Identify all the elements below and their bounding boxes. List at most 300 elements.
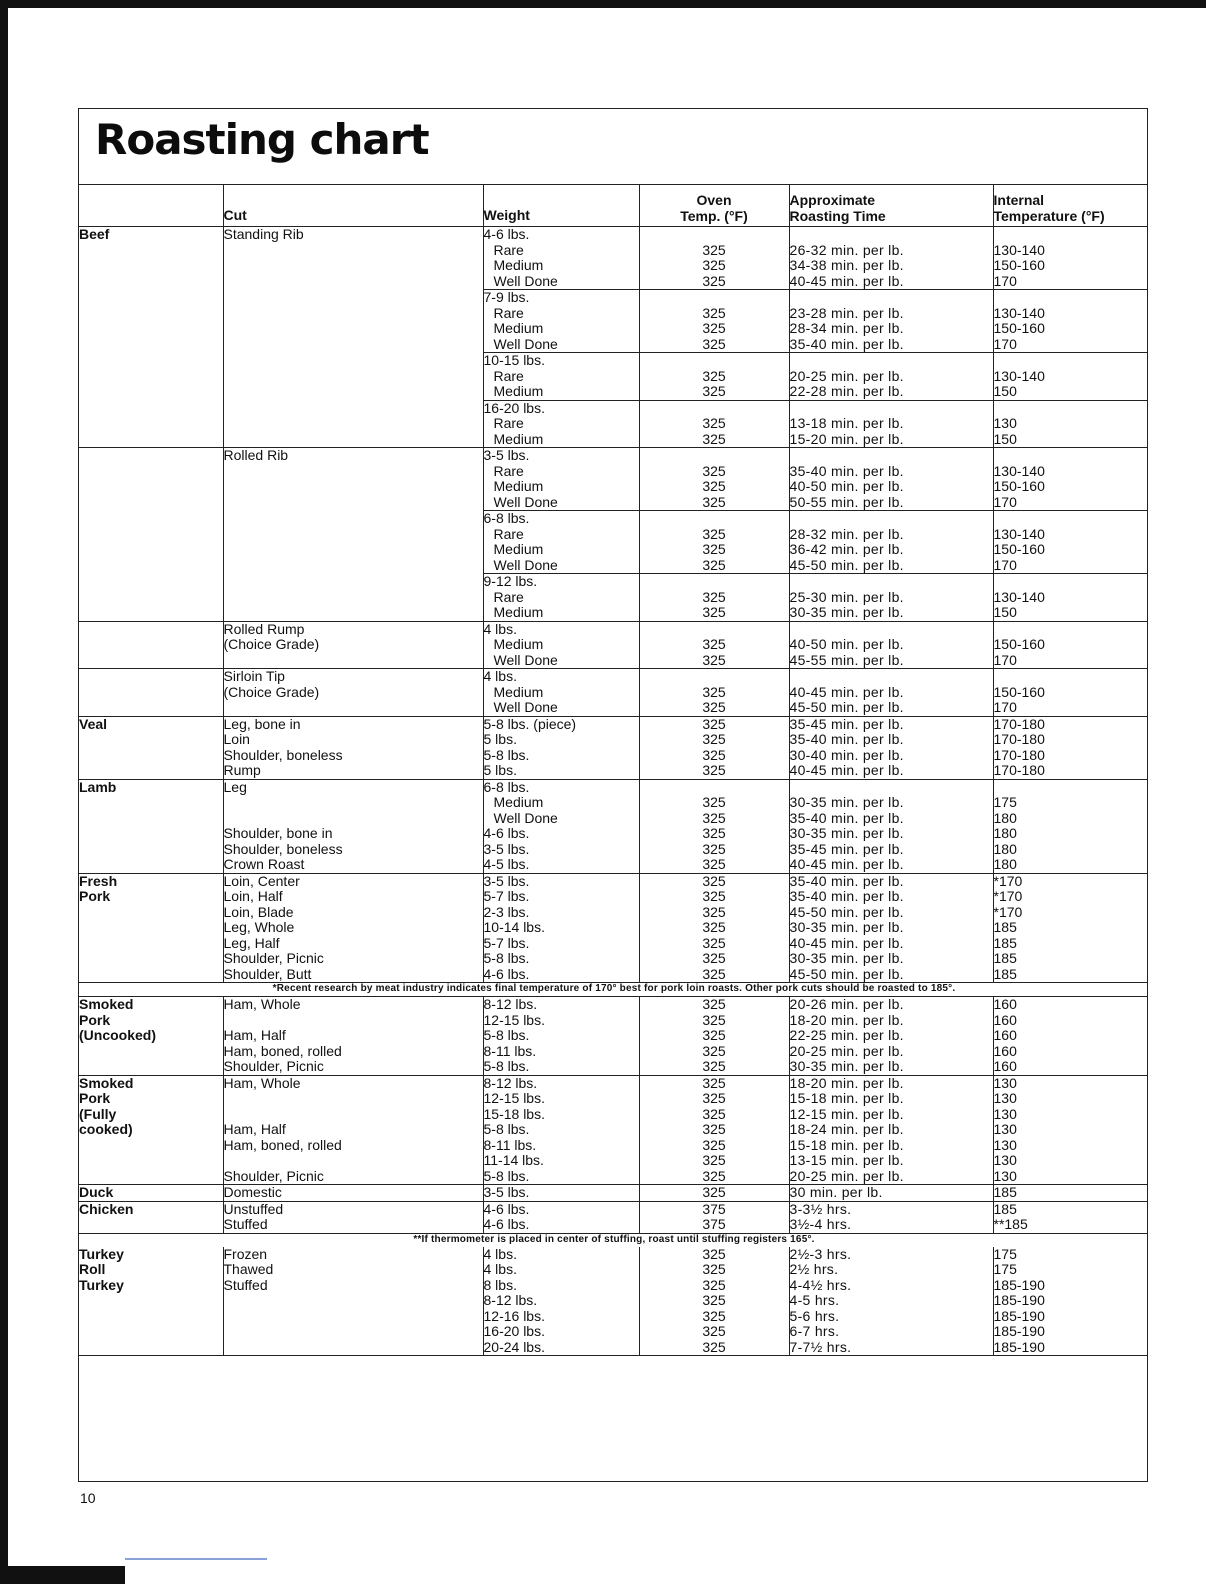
internal-temp-cell-line: 175 (993, 794, 1017, 810)
cut-cell (223, 873, 483, 983)
roasting-time-cell-line: 20-26 min. per lb. (789, 996, 904, 1012)
weight-cell (483, 1185, 639, 1202)
internal-temp-cell-line: 185 (993, 965, 1017, 982)
roasting-time-cell-line: 30-35 min. per lb. (789, 1058, 904, 1074)
oven-temp-cell-line: 325 (702, 367, 726, 384)
weight-cell-line: 8-11 lbs. (483, 1042, 537, 1059)
weight-cell-line: 4-6 lbs. (483, 1201, 530, 1217)
roasting-time-cell-line: 20-25 min. per lb. (789, 1167, 904, 1184)
roasting-time-cell-line: 20-25 min. per lb. (789, 367, 904, 384)
internal-temp-cell-line: 180 (993, 809, 1017, 826)
weight-cell-line: Rare (493, 462, 524, 479)
weight-cell-line: 5 lbs. (483, 731, 517, 747)
weight-cell-line: 16-20 lbs. (483, 400, 545, 416)
internal-temp-cell (993, 1247, 1148, 1356)
internal-temp-cell-line: 130-140 (993, 462, 1045, 479)
internal-temp-cell-line: 160 (993, 996, 1017, 1012)
roasting-time-cell-line: 26-32 min. per lb. (789, 241, 904, 258)
meat-cell (79, 511, 223, 574)
oven-temp-cell-line: 325 (702, 1011, 726, 1028)
internal-temp-cell-line: 150-160 (993, 257, 1045, 273)
oven-temp-cell-line: 325 (702, 1027, 726, 1043)
weight-cell-line: 8-12 lbs. (483, 996, 538, 1012)
weight-cell-line: 8 lbs. (483, 1276, 517, 1293)
roasting-time-cell-line: 35-45 min. per lb. (789, 716, 904, 732)
oven-temp-cell-line: 325 (702, 651, 726, 668)
oven-temp-cell-line: 325 (702, 809, 726, 826)
cut-cell-line: Loin, Half (223, 888, 283, 904)
internal-temp-cell-line: 175 (993, 1261, 1017, 1277)
table-row (79, 511, 1148, 574)
oven-temp-cell-line: 325 (702, 716, 726, 732)
cut-cell-line: Sirloin Tip (223, 668, 285, 684)
internal-temp-cell-line: 150-160 (993, 478, 1045, 494)
oven-temp-cell (639, 1247, 789, 1356)
oven-temp-cell-line: 325 (702, 1090, 726, 1106)
oven-temp-cell-line: 325 (702, 683, 726, 700)
roasting-time-cell-line (790, 511, 993, 527)
header-oven-line: Oven (696, 192, 732, 208)
roasting-time-cell-line: 40-45 min. per lb. (789, 934, 904, 951)
internal-temp-cell-line: 170 (993, 272, 1017, 289)
weight-cell-line: 2-3 lbs. (483, 903, 530, 920)
roasting-time-cell-line: 36-42 min. per lb. (789, 541, 904, 557)
weight-cell-line: 5 lbs. (483, 762, 517, 778)
weight-cell-line: 5-8 lbs. (483, 1027, 530, 1043)
header-oven-line: Temp. (°F) (680, 207, 748, 224)
roasting-time-cell-line (790, 227, 993, 243)
roasting-time-cell-line: 18-20 min. per lb. (789, 1011, 904, 1028)
internal-temp-cell-line: 185-190 (993, 1276, 1045, 1293)
cut-cell (223, 448, 483, 511)
internal-temp-cell-line: 160 (993, 1011, 1017, 1028)
oven-temp-cell (639, 574, 789, 622)
meat-cell (79, 873, 223, 983)
internal-temp-cell (993, 1201, 1148, 1233)
internal-temp-cell-line: 160 (993, 1042, 1017, 1059)
cut-cell-line (224, 811, 483, 827)
weight-cell-line: 4 lbs. (483, 1246, 517, 1262)
weight-cell-line: Medium (493, 794, 544, 810)
internal-temp-cell-line: 130 (993, 1136, 1017, 1153)
page-title: Roasting chart (95, 115, 429, 164)
oven-temp-cell-line: 325 (702, 272, 726, 289)
internal-temp-cell-line: 185-190 (993, 1323, 1045, 1339)
oven-temp-cell-line: 325 (702, 241, 726, 258)
oven-temp-cell-line: 325 (702, 1152, 726, 1168)
weight-cell-line: Medium (493, 383, 544, 399)
roasting-chart-frame (78, 108, 1148, 1482)
internal-temp-cell-line: 130 (993, 1105, 1017, 1122)
internal-temp-cell (993, 353, 1148, 401)
roasting-time-cell-line (790, 669, 993, 685)
roasting-time-cell-line: 5-6 hrs. (789, 1307, 840, 1324)
oven-temp-cell (639, 621, 789, 669)
weight-cell-line: 4-6 lbs. (483, 1216, 530, 1232)
weight-cell (483, 353, 639, 401)
internal-temp-cell-line: 130-140 (993, 367, 1045, 384)
oven-temp-cell-line (640, 574, 789, 590)
weight-cell (483, 669, 639, 717)
roasting-time-cell-line: 35-40 min. per lb. (789, 335, 904, 352)
oven-temp-cell (639, 448, 789, 511)
meat-cell-line: Pork (79, 888, 111, 904)
oven-temp-cell-line: 325 (702, 1292, 726, 1308)
internal-temp-cell-line: *170 (993, 888, 1023, 904)
cut-cell-line: Loin (223, 731, 250, 747)
internal-temp-cell-line (994, 448, 1149, 464)
oven-temp-cell-line: 325 (702, 1121, 726, 1137)
meat-cell-line: Beef (79, 226, 110, 242)
internal-temp-cell-line: 130 (993, 1152, 1017, 1168)
oven-temp-cell-line: 325 (702, 604, 726, 620)
roasting-time-cell (789, 353, 993, 401)
header-cut: Cut (223, 185, 483, 227)
internal-temp-cell-line: 185-190 (993, 1307, 1045, 1324)
oven-temp-cell-line: 325 (702, 794, 726, 810)
weight-cell-line: 4-6 lbs. (483, 226, 530, 242)
roasting-time-cell (789, 1247, 993, 1356)
weight-cell-line: 5-7 lbs. (483, 934, 530, 951)
cut-cell-line: Loin, Blade (223, 903, 294, 920)
weight-cell-line: 8-12 lbs. (483, 1075, 538, 1091)
header-internal-temp (993, 185, 1148, 227)
header-time-line: Roasting Time (789, 207, 886, 224)
internal-temp-cell (993, 621, 1148, 669)
roasting-time-cell-line: 40-50 min. per lb. (789, 636, 904, 652)
weight-cell-line: 4 lbs. (483, 668, 517, 684)
cut-cell (223, 621, 483, 669)
internal-temp-cell-line: 185 (993, 934, 1017, 951)
oven-temp-cell-line: 325 (702, 1338, 726, 1355)
weight-cell-line: 8-11 lbs. (483, 1136, 537, 1153)
cut-cell-line: Shoulder, Picnic (223, 950, 324, 966)
cut-cell-line: (Choice Grade) (223, 636, 320, 652)
roasting-time-cell-line: 35-40 min. per lb. (789, 888, 904, 904)
roasting-time-cell-line: 40-45 min. per lb. (789, 683, 904, 700)
meat-cell (79, 1201, 223, 1233)
roasting-time-cell (789, 1201, 993, 1233)
cut-cell-line (224, 1013, 483, 1029)
cut-cell (223, 669, 483, 717)
internal-temp-cell-line: 185 (993, 1184, 1017, 1200)
meat-cell (79, 997, 223, 1076)
weight-cell-line: Medium (493, 636, 544, 652)
table-row (79, 1247, 1148, 1356)
oven-temp-cell-line: 325 (702, 856, 726, 872)
cut-cell (223, 779, 483, 873)
oven-temp-cell-line: 325 (702, 478, 726, 494)
oven-temp-cell-line: 325 (702, 1246, 726, 1262)
roasting-time-cell-line: 50-55 min. per lb. (789, 493, 904, 510)
internal-temp-cell-line: 185 (993, 919, 1017, 935)
roasting-time-cell (789, 511, 993, 574)
roasting-time-cell-line: 34-38 min. per lb. (789, 257, 904, 273)
meat-cell (79, 1247, 223, 1356)
roasting-time-cell-line: 45-55 min. per lb. (789, 651, 904, 668)
internal-temp-cell-line: *170 (993, 903, 1023, 920)
roasting-time-cell-line (790, 290, 993, 306)
weight-cell-line: 5-8 lbs. (483, 1167, 530, 1184)
weight-cell-line: Well Done (493, 272, 558, 289)
internal-temp-cell-line: 170 (993, 651, 1017, 668)
weight-cell (483, 227, 639, 290)
roasting-time-cell-line: 2½-3 hrs. (789, 1246, 852, 1262)
roasting-time-cell-line (790, 780, 993, 796)
internal-temp-cell-line: 150-160 (993, 683, 1045, 700)
roasting-time-cell-line: 35-40 min. per lb. (789, 809, 904, 826)
oven-temp-cell (639, 1201, 789, 1233)
oven-temp-cell (639, 873, 789, 983)
oven-temp-cell-line: 325 (702, 588, 726, 605)
oven-temp-cell-line: 325 (702, 304, 726, 321)
roasting-time-cell-line: 15-18 min. per lb. (789, 1090, 904, 1106)
roasting-table (79, 185, 1148, 1356)
weight-cell-line: 6-8 lbs. (483, 779, 530, 795)
weight-cell-line: 16-20 lbs. (483, 1323, 545, 1339)
oven-temp-cell-line: 325 (702, 1136, 726, 1153)
oven-temp-cell-line: 325 (702, 746, 726, 763)
weight-cell (483, 1247, 639, 1356)
roasting-time-cell (789, 448, 993, 511)
roasting-time-cell-line: 22-28 min. per lb. (789, 383, 904, 399)
weight-cell (483, 716, 639, 779)
weight-cell-line: Medium (493, 257, 544, 273)
roasting-time-cell-line (790, 622, 993, 638)
cut-cell-line: Standing Rib (223, 226, 304, 242)
oven-temp-cell (639, 779, 789, 873)
oven-temp-cell-line (640, 227, 789, 243)
weight-cell-line: 12-15 lbs. (483, 1090, 545, 1106)
oven-temp-cell (639, 290, 789, 353)
internal-temp-cell-line: 150 (993, 383, 1017, 399)
table-row (79, 290, 1148, 353)
meat-cell (79, 227, 223, 290)
cut-cell (223, 511, 483, 574)
internal-temp-cell-line (994, 622, 1149, 638)
internal-temp-cell-line: 170-180 (993, 716, 1045, 732)
roasting-time-cell (789, 227, 993, 290)
weight-cell-line: 10-14 lbs. (483, 919, 545, 935)
oven-temp-cell-line: 325 (702, 493, 726, 510)
oven-temp-cell (639, 997, 789, 1076)
oven-temp-cell-line: 325 (702, 934, 726, 951)
cut-cell-line: Thawed (223, 1261, 274, 1277)
roasting-time-cell-line: 23-28 min. per lb. (789, 304, 904, 321)
internal-temp-cell-line: 180 (993, 856, 1017, 872)
weight-cell-line: 4-6 lbs. (483, 965, 530, 982)
oven-temp-cell-line: 325 (702, 731, 726, 747)
weight-cell (483, 448, 639, 511)
oven-temp-cell-line (640, 622, 789, 638)
oven-temp-cell-line (640, 448, 789, 464)
weight-cell-line: 4 lbs. (483, 1261, 517, 1277)
oven-temp-cell-line: 375 (702, 1201, 726, 1217)
header-weight: Weight (483, 185, 639, 227)
cut-cell (223, 574, 483, 622)
internal-temp-cell-line: 150 (993, 430, 1017, 447)
cut-cell-line: Stuffed (223, 1216, 268, 1232)
cut-cell-line: Ham, boned, rolled (223, 1136, 342, 1153)
cut-cell-line: Unstuffed (223, 1201, 284, 1217)
internal-temp-cell (993, 400, 1148, 448)
cut-cell-line (224, 795, 483, 811)
internal-temp-cell (993, 511, 1148, 574)
weight-cell (483, 290, 639, 353)
oven-temp-cell-line: 325 (702, 320, 726, 336)
roasting-time-cell-line: 30-35 min. per lb. (789, 950, 904, 966)
roasting-time-cell (789, 290, 993, 353)
roasting-time-cell-line: 7-7½ hrs. (789, 1338, 852, 1355)
roasting-time-cell-line: 40-50 min. per lb. (789, 478, 904, 494)
cut-cell-line: Ham, Half (223, 1027, 286, 1043)
cut-cell-line: Shoulder, Butt (223, 965, 312, 982)
table-row (79, 873, 1148, 983)
cut-cell-line: Crown Roast (223, 856, 305, 872)
weight-cell-line: Medium (493, 604, 544, 620)
weight-cell (483, 400, 639, 448)
roasting-time-cell-line (790, 401, 993, 417)
oven-temp-cell-line: 325 (702, 1042, 726, 1059)
weight-cell-line: 7-9 lbs. (483, 289, 530, 305)
internal-temp-cell-line: 185 (993, 1201, 1017, 1217)
oven-temp-cell-line: 325 (702, 1167, 726, 1184)
roasting-time-cell-line: 30-35 min. per lb. (789, 794, 904, 810)
roasting-time-cell-line (790, 353, 993, 369)
weight-cell-line: 3-5 lbs. (483, 447, 530, 463)
roasting-time-cell-line: 45-50 min. per lb. (789, 699, 904, 715)
scan-edge-left (0, 0, 8, 1584)
roasting-time-cell-line (790, 574, 993, 590)
weight-cell-line: 5-8 lbs. (483, 950, 530, 966)
weight-cell (483, 997, 639, 1076)
roasting-time-cell-line: 25-30 min. per lb. (789, 588, 904, 605)
weight-cell-line: Well Done (493, 335, 558, 352)
oven-temp-cell-line: 325 (702, 699, 726, 715)
roasting-time-cell-line: 35-45 min. per lb. (789, 840, 904, 857)
roasting-time-cell-line: 35-40 min. per lb. (789, 731, 904, 747)
table-row (79, 716, 1148, 779)
meat-cell (79, 400, 223, 448)
internal-temp-cell (993, 290, 1148, 353)
weight-cell-line: 15-18 lbs. (483, 1105, 545, 1122)
weight-cell-line: Rare (493, 415, 524, 431)
roasting-time-cell-line: 18-20 min. per lb. (789, 1075, 904, 1091)
roasting-time-cell-line: 45-50 min. per lb. (789, 556, 904, 573)
internal-temp-cell-line: 170 (993, 335, 1017, 352)
oven-temp-cell-line: 325 (702, 1105, 726, 1122)
weight-cell (483, 574, 639, 622)
oven-temp-cell-line (640, 511, 789, 527)
meat-cell-line: Duck (79, 1184, 114, 1200)
header-roasting-time (789, 185, 993, 227)
internal-temp-cell-line (994, 780, 1149, 796)
oven-temp-cell-line: 325 (702, 1261, 726, 1277)
oven-temp-cell-line: 325 (702, 556, 726, 573)
table-row (79, 997, 1148, 1076)
internal-temp-cell-line: 150 (993, 604, 1017, 620)
internal-temp-cell-line: *170 (993, 873, 1023, 889)
internal-temp-cell-line: 130 (993, 1090, 1017, 1106)
roasting-time-cell (789, 779, 993, 873)
roasting-time-cell (789, 669, 993, 717)
internal-temp-cell (993, 574, 1148, 622)
internal-temp-cell-line (994, 227, 1149, 243)
meat-cell-line: Roll (79, 1261, 106, 1277)
weight-cell-line: 12-16 lbs. (483, 1307, 545, 1324)
weight-cell (483, 1201, 639, 1233)
cut-cell (223, 353, 483, 401)
cut-cell (223, 1185, 483, 1202)
roasting-time-cell (789, 873, 993, 983)
weight-cell-line: 20-24 lbs. (483, 1338, 545, 1355)
meat-cell (79, 574, 223, 622)
weight-cell-line: 12-15 lbs. (483, 1011, 545, 1028)
roasting-time-cell (789, 621, 993, 669)
internal-temp-cell (993, 716, 1148, 779)
internal-temp-cell (993, 448, 1148, 511)
oven-temp-cell-line: 325 (702, 825, 726, 841)
cut-cell-line: Leg (223, 779, 247, 795)
roasting-time-cell-line: 2½ hrs. (789, 1261, 839, 1277)
roasting-time-cell-line: 35-40 min. per lb. (789, 873, 904, 889)
weight-cell-line: 5-8 lbs. (483, 1058, 530, 1074)
weight-cell-line: 3-5 lbs. (483, 873, 530, 889)
scan-mark (125, 1558, 267, 1560)
oven-temp-cell-line: 325 (702, 1307, 726, 1324)
oven-temp-cell-line: 325 (702, 888, 726, 904)
footnote-row (79, 1233, 1148, 1247)
internal-temp-cell-line (994, 669, 1149, 685)
weight-cell-line: Medium (493, 683, 544, 700)
page-number: 10 (80, 1490, 96, 1506)
roasting-time-cell-line: 13-18 min. per lb. (789, 415, 904, 431)
internal-temp-cell-line: 150-160 (993, 636, 1045, 652)
roasting-time-cell-line: 30-35 min. per lb. (789, 919, 904, 935)
internal-temp-cell-line: 130 (993, 1121, 1017, 1137)
meat-cell-line: Veal (79, 716, 108, 732)
weight-cell-line: Well Done (493, 493, 558, 510)
internal-temp-cell (993, 669, 1148, 717)
internal-temp-cell-line (994, 353, 1149, 369)
cut-cell-line: Frozen (223, 1246, 268, 1262)
roasting-time-cell-line: 15-18 min. per lb. (789, 1136, 904, 1153)
meat-cell (79, 621, 223, 669)
cut-cell-line: Ham, boned, rolled (223, 1042, 342, 1059)
oven-temp-cell-line: 325 (702, 1323, 726, 1339)
meat-cell-line: Chicken (79, 1201, 134, 1217)
weight-cell-line: 11-14 lbs. (483, 1152, 544, 1168)
roasting-time-cell-line: 45-50 min. per lb. (789, 903, 904, 920)
cut-cell-line: Shoulder, boneless (223, 746, 343, 763)
oven-temp-cell-line: 325 (702, 541, 726, 557)
cut-cell-line: Ham, Whole (223, 1075, 301, 1091)
roasting-time-cell-line: 4-4½ hrs. (789, 1276, 852, 1293)
cut-cell-line (224, 1091, 483, 1107)
meat-cell-line: Pork (79, 1011, 111, 1028)
meat-cell-line: Smoked (79, 996, 134, 1012)
cut-cell (223, 1201, 483, 1233)
roasting-time-cell-line: 28-34 min. per lb. (789, 320, 904, 336)
weight-cell (483, 511, 639, 574)
internal-temp-cell-line: 180 (993, 825, 1017, 841)
oven-temp-cell-line (640, 353, 789, 369)
roasting-time-cell (789, 1075, 993, 1185)
meat-cell-line: Turkey (79, 1246, 124, 1262)
roasting-time-cell (789, 997, 993, 1076)
cut-cell-line: Stuffed (223, 1276, 268, 1293)
oven-temp-cell-line: 325 (702, 762, 726, 778)
